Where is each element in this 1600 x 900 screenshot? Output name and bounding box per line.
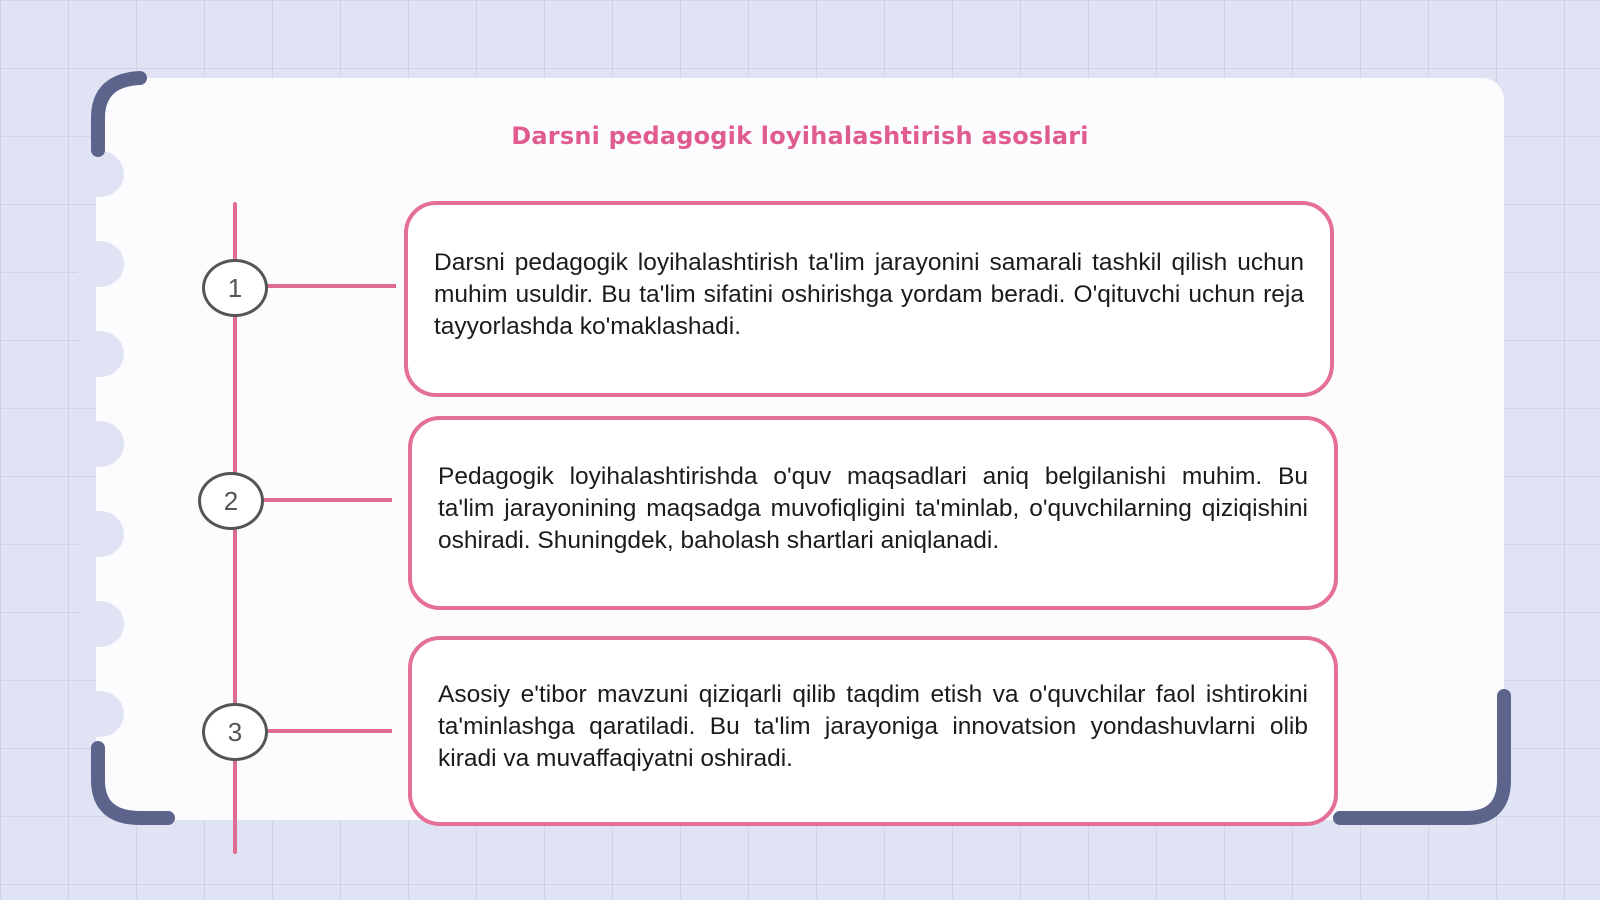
connector-1 <box>262 284 396 288</box>
slide-title: Darsni pedagogik loyihalashtirish asoslari <box>511 122 1089 150</box>
step-number-3: 3 <box>202 703 268 761</box>
step-text-1: Darsni pedagogik loyihalashtirish ta'lim jarayonini samarali tashkil qilish uchun muhim usuldir. Bu ta'lim sifatini oshirishga yordam beradi. O'qituvchi uchun reja tayyorlashda ko'maklashadi. <box>434 249 1304 340</box>
step-text-3: Asosiy e'tibor mavzuni qiziqarli qilib taqdim etish va o'quvchilar faol ishtirokini ta'minlashga qaratiladi. Bu ta'lim jarayoniga innovatsion yondashuvlarni olib kiradi va muvaffaqiyatni oshiradi. <box>438 681 1308 772</box>
connector-3 <box>262 729 392 733</box>
step-card-1 <box>404 201 1334 397</box>
step-number-2: 2 <box>198 472 264 530</box>
step-number-1: 1 <box>202 259 268 317</box>
step-text-2: Pedagogik loyihalashtirishda o'quv maqsadlari aniq belgilanishi muhim. Bu ta'lim jarayonining maqsadga muvofiqligini ta'minlab, o'quvchilarning qiziqishini oshiradi. Shuningdek, baholash shartlari aniqlanadi. <box>438 463 1308 554</box>
step-card-2 <box>408 416 1338 610</box>
step-card-3 <box>408 636 1338 826</box>
connector-2 <box>262 498 392 502</box>
